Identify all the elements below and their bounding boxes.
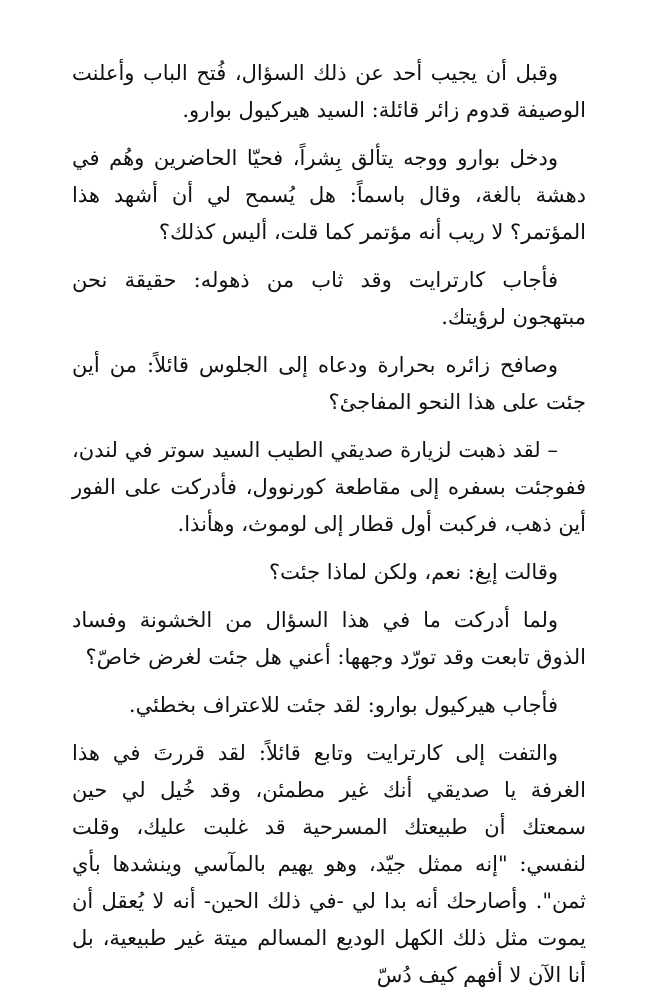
paragraph: فأجاب كارترايت وقد ثاب من ذهوله: حقيقة نحن مبتهجون لرؤيتك. <box>72 268 586 329</box>
page-text <box>72 55 586 1000</box>
paragraph: ودخل بوارو ووجه يتألق بِشراً، فحيّا الحاضرين وهُم في دهشة بالغة، وقال باسماً: هل يُسمح لي أن أشهد هذا المؤتمر؟ لا ريب أنه مؤتمر كما قلت، أليس كذلك؟ <box>72 146 586 244</box>
paragraph: والتفت إلى كارترايت وتابع قائلاً: لقد قررتَ في هذا الغرفة يا صديقي أنك غير مطمئن، وقد خُيل لي حين سمعتك أن طبيعتك المسرحية قد غلبت عليك، وقلت لنفسي: "إنه ممثل جيّد، وهو يهيم بالمآسي وينشدها بأي ثمن". وأصارحك أنه بدا لي -في ذلك الحين- أنه لا يُعقل أن يموت مثل ذلك الكهل الوديع المسالم ميتة غير طبيعية، بل أنا الآن لا أفهم كيف دُسّ <box>72 741 586 987</box>
paragraph: ولما أدركت ما في هذا السؤال من الخشونة وفساد الذوق تابعت وقد تورّد وجهها: أعني هل جئت لغرض خاصّ؟ <box>72 608 586 669</box>
paragraph: فأجاب هيركيول بوارو: لقد جئت للاعتراف بخطئي. <box>128 693 558 717</box>
paragraph: – لقد ذهبت لزيارة صديقي الطيب السيد سوتر في لندن، ففوجئت بسفره إلى مقاطعة كورنوول، فأدركت على الفور أين ذهب، فركبت أول قطار إلى لوموث، وهأنذا. <box>72 438 586 536</box>
paragraph: وقبل أن يجيب أحد عن ذلك السؤال، فُتح الباب وأعلنت الوصيفة قدوم زائر قائلة: السيد هيركيول بوارو. <box>72 61 586 122</box>
paragraph: وصافح زائره بحرارة ودعاه إلى الجلوس قائلاً: من أين جئت على هذا النحو المفاجئ؟ <box>72 353 586 414</box>
paragraph: وقالت إيغ: نعم، ولكن لماذا جئت؟ <box>269 560 558 584</box>
